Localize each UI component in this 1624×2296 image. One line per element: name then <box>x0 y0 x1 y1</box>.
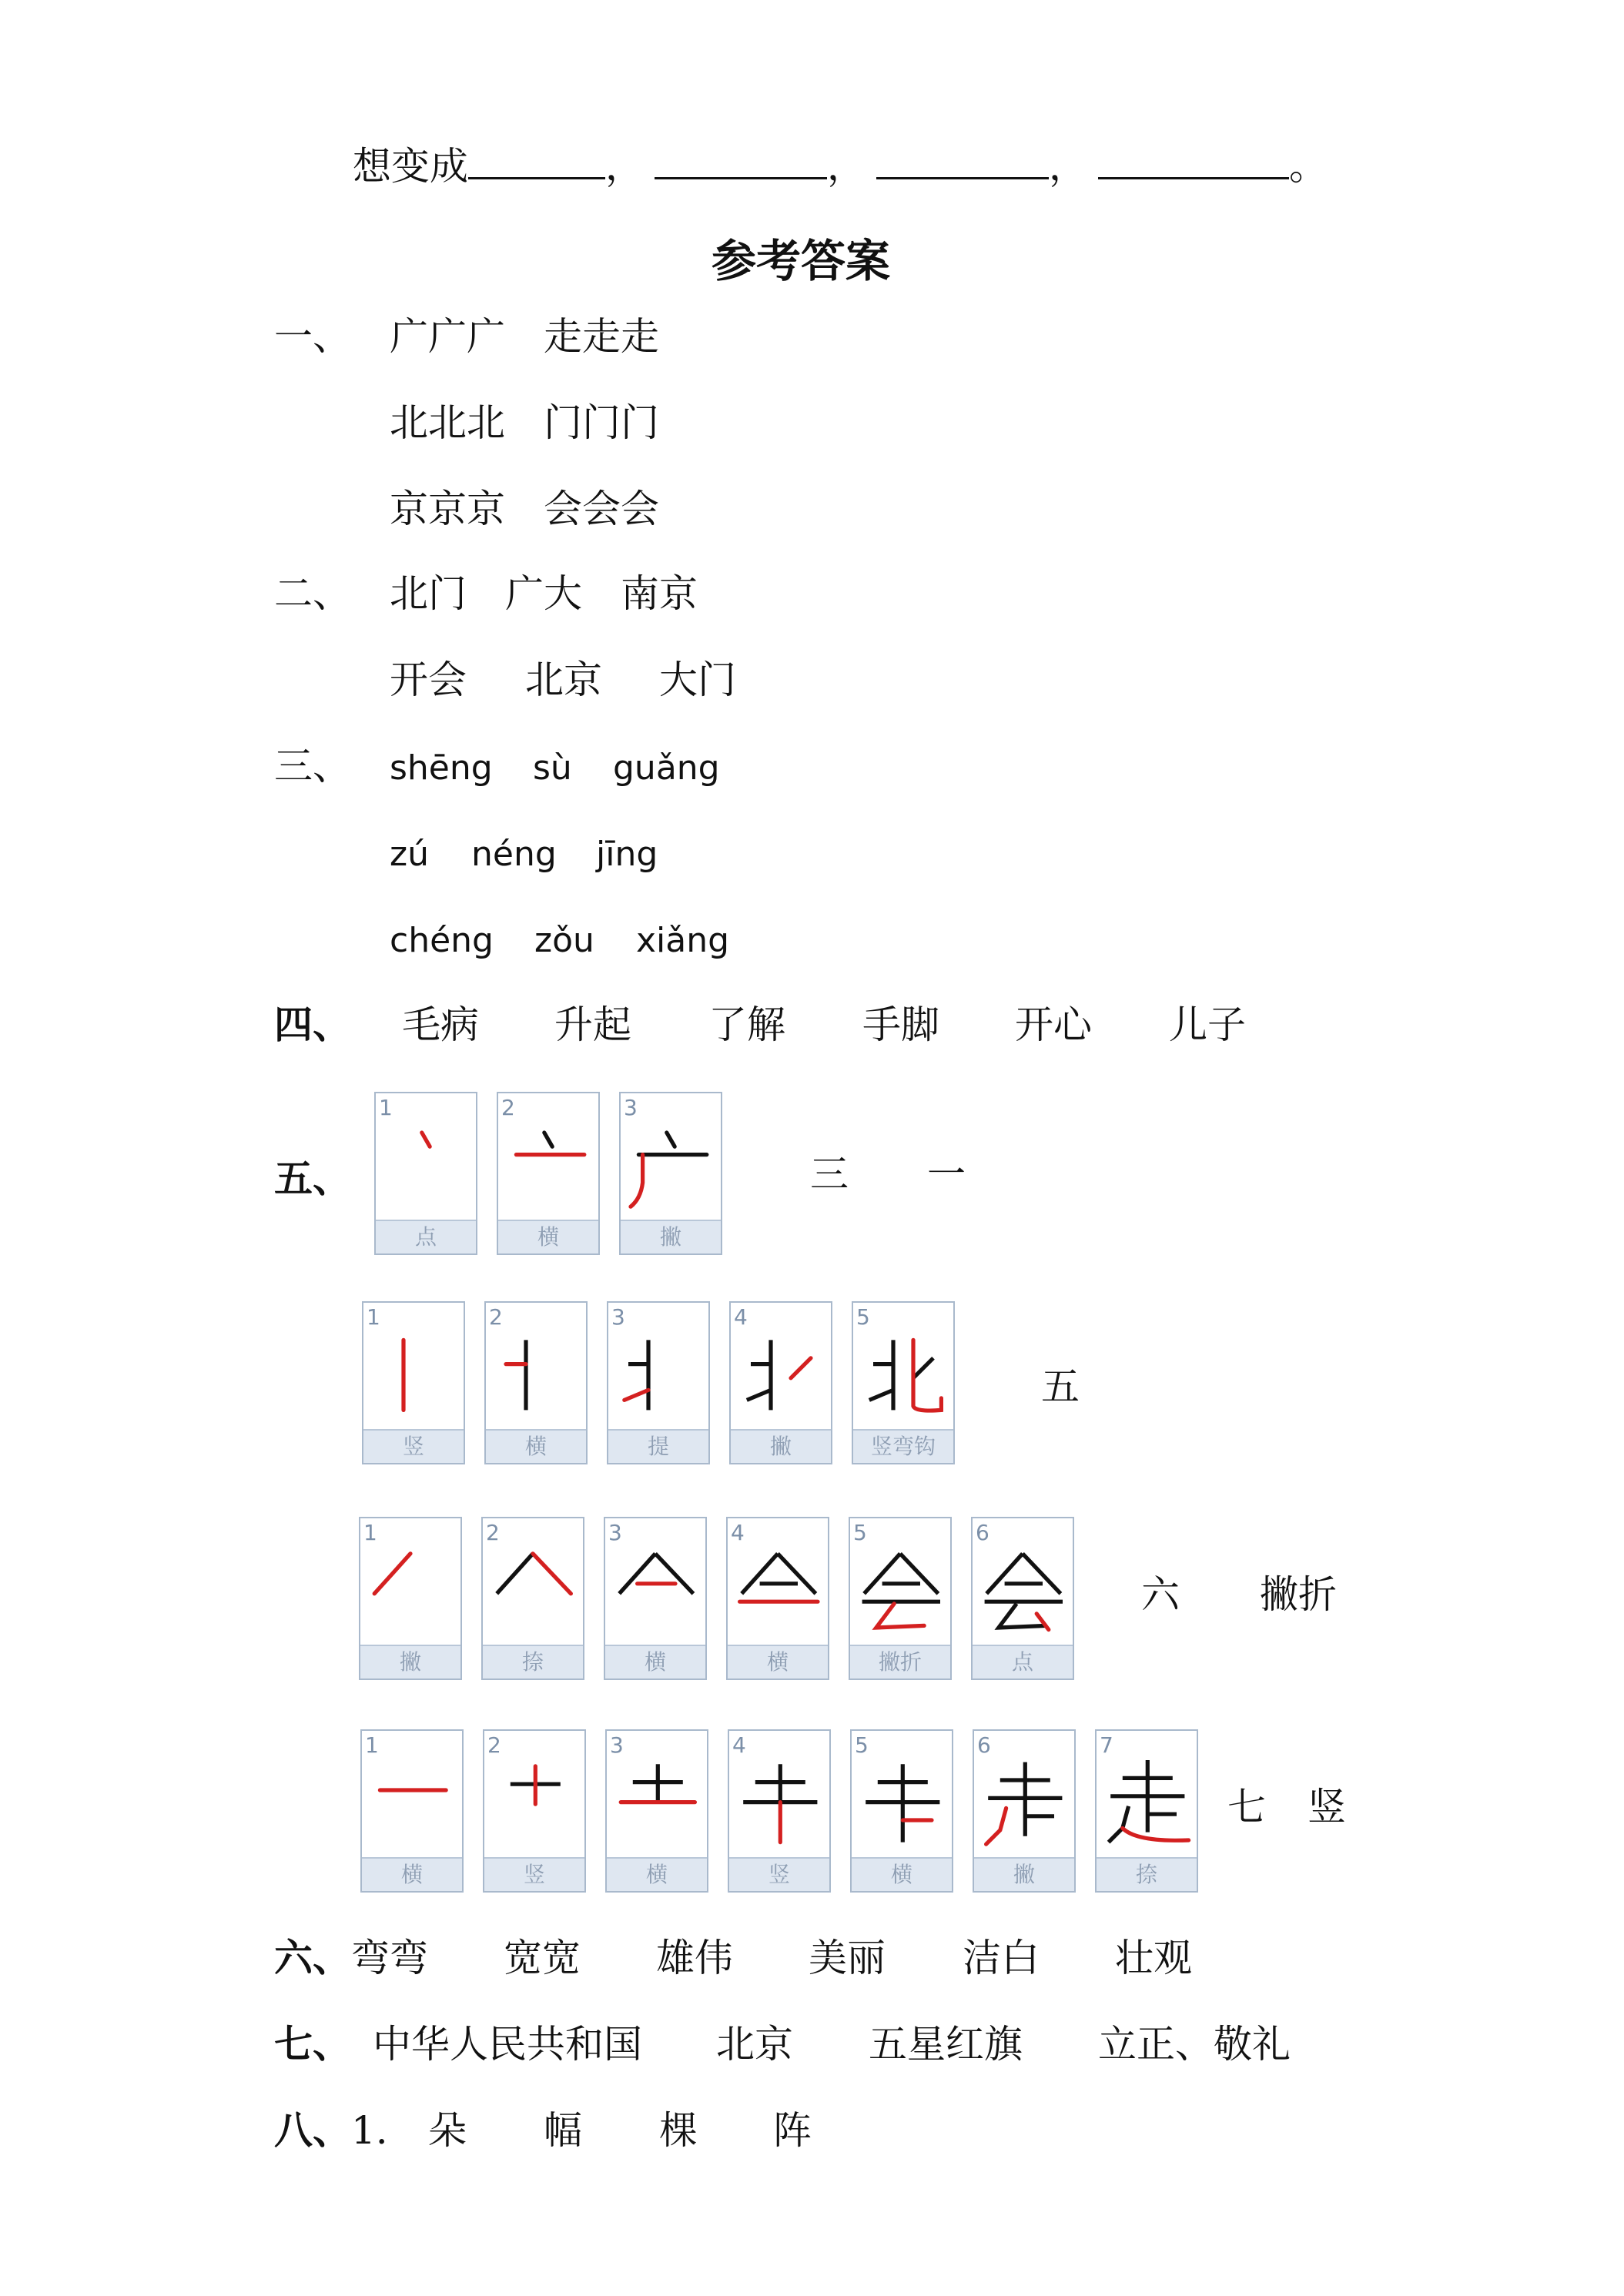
stroke-diagram <box>360 1537 460 1638</box>
answer-word: 宽宽 <box>504 1936 581 1980</box>
fill-in-line <box>353 143 1328 189</box>
stroke-label: 横 <box>852 1857 952 1891</box>
stroke-label: 横 <box>607 1857 707 1891</box>
answer-word: 三 <box>810 1152 849 1197</box>
stroke-diagram <box>608 1321 708 1423</box>
answer-word: 六 <box>1141 1572 1180 1617</box>
stroke-diagram <box>362 1749 462 1851</box>
answer-word: 雄伟 <box>656 1936 733 1980</box>
answer-word: 开会 <box>390 658 467 702</box>
stroke-label: 撇 <box>974 1857 1074 1891</box>
stroke-diagram <box>483 1537 583 1638</box>
answer-word: 北京 <box>716 2022 793 2067</box>
stroke-label: 捺 <box>483 1645 583 1678</box>
page-title: 参考答案 <box>712 235 891 287</box>
stroke-label: 横 <box>486 1429 586 1463</box>
answer-word: 手脚 <box>862 1002 939 1047</box>
pinyin-word: chéng <box>390 921 494 960</box>
stroke-diagram <box>486 1321 586 1423</box>
answer-word: 七 <box>1227 1785 1266 1829</box>
stroke-diagram <box>852 1749 952 1851</box>
stroke-order-row-guang <box>374 1092 742 1255</box>
answer-word: 广大 <box>505 571 582 616</box>
stroke-card: 3 横 <box>604 1517 707 1680</box>
stroke-card: 3 撇 <box>619 1092 722 1255</box>
answer-word: 京京京 <box>390 487 505 531</box>
stroke-card: 6 点 <box>971 1517 1074 1680</box>
stroke-card: 2 捺 <box>481 1517 584 1680</box>
stroke-diagram <box>363 1321 464 1423</box>
answer-word: 立正、敬礼 <box>1098 2022 1291 2067</box>
answer-word: 朵 <box>428 2108 467 2153</box>
answer-word: 幅 <box>544 2108 582 2153</box>
pinyin-word: zǒu <box>534 921 594 960</box>
section-number: 八、 <box>274 2107 351 2153</box>
stroke-label: 横 <box>498 1220 598 1253</box>
stroke-label: 撇折 <box>850 1645 950 1678</box>
stroke-card: 1 竖 <box>362 1301 465 1464</box>
answer-word: 北北北 <box>390 400 505 445</box>
stroke-diagram <box>973 1537 1073 1638</box>
stroke-card: 5 竖弯钩 <box>852 1301 955 1464</box>
period: 。 <box>1289 144 1328 189</box>
pinyin-word: sù <box>533 748 572 788</box>
stroke-diagram <box>605 1537 705 1638</box>
stroke-label: 点 <box>973 1645 1073 1678</box>
stroke-diagram <box>1097 1749 1197 1851</box>
answer-word: 美丽 <box>809 1936 886 1980</box>
answer-blank[interactable] <box>468 143 605 179</box>
stroke-diagram <box>853 1321 953 1423</box>
stroke-card: 5 横 <box>850 1729 953 1893</box>
section-number: 五、 <box>274 1156 351 1201</box>
answer-word: 洁白 <box>963 1936 1040 1980</box>
section-number: 二、 <box>274 571 351 616</box>
pinyin-word: shēng <box>390 748 493 788</box>
answer-word: 门门门 <box>544 400 659 445</box>
pinyin-word: xiǎng <box>636 921 730 960</box>
stroke-label: 横 <box>728 1645 828 1678</box>
separator: ， <box>827 144 866 189</box>
answer-word: 儿子 <box>1169 1002 1246 1047</box>
answer-word: 中华人民共和国 <box>373 2022 642 2067</box>
stroke-label: 横 <box>605 1645 705 1678</box>
stroke-card: 1 横 <box>360 1729 464 1893</box>
stroke-card: 1 点 <box>374 1092 477 1255</box>
answer-word: 开心 <box>1015 1002 1092 1047</box>
stroke-diagram <box>498 1112 598 1213</box>
stroke-diagram <box>850 1537 950 1638</box>
pinyin-word: zú <box>390 835 429 874</box>
stroke-label: 横 <box>362 1857 462 1891</box>
answer-word: 北京 <box>525 658 602 702</box>
section-number: 四、 <box>274 1002 351 1047</box>
stroke-order-row-zou <box>360 1729 1217 1893</box>
answer-word: 南京 <box>621 571 698 616</box>
stroke-label: 撇 <box>621 1220 721 1253</box>
answer-word: 北门 <box>390 571 467 616</box>
answer-word: 撇折 <box>1260 1572 1337 1617</box>
answer-word: 弯弯 <box>351 1936 428 1980</box>
answer-word: 壮观 <box>1115 1936 1192 1980</box>
stroke-label: 竖 <box>484 1857 584 1891</box>
separator: ， <box>605 144 644 189</box>
answer-blank[interactable] <box>1098 143 1289 179</box>
stroke-label: 竖 <box>363 1429 464 1463</box>
stroke-card: 3 横 <box>605 1729 708 1893</box>
pinyin-word: guǎng <box>613 748 720 788</box>
answer-word: 阵 <box>773 2108 812 2153</box>
stroke-diagram <box>376 1112 476 1213</box>
section-number: 六、 <box>274 1935 351 1980</box>
answer-word: 一 <box>927 1152 966 1197</box>
fill-prefix: 想变成 <box>353 144 468 189</box>
stroke-card: 7 捺 <box>1095 1729 1198 1893</box>
stroke-label: 捺 <box>1097 1857 1197 1891</box>
stroke-label: 点 <box>376 1220 476 1253</box>
answer-word: 升起 <box>554 1002 631 1047</box>
answer-blank[interactable] <box>876 143 1049 179</box>
stroke-diagram <box>728 1537 828 1638</box>
stroke-diagram <box>607 1749 707 1851</box>
stroke-card: 2 横 <box>497 1092 600 1255</box>
separator: ， <box>1049 144 1087 189</box>
stroke-card: 4 横 <box>726 1517 829 1680</box>
pinyin-word: néng <box>471 835 557 874</box>
stroke-diagram <box>731 1321 831 1423</box>
answer-word: 广广广 <box>390 314 505 359</box>
answer-word: 毛病 <box>402 1002 479 1047</box>
stroke-label: 竖弯钩 <box>853 1429 953 1463</box>
stroke-label: 撇 <box>731 1429 831 1463</box>
sub-number: 1. <box>351 2108 388 2153</box>
stroke-card: 1 撇 <box>359 1517 462 1680</box>
stroke-card: 4 竖 <box>728 1729 831 1893</box>
stroke-diagram <box>621 1112 721 1213</box>
stroke-label: 提 <box>608 1429 708 1463</box>
answer-word: 走走走 <box>544 314 659 359</box>
stroke-card: 5 撇折 <box>849 1517 952 1680</box>
answer-word: 棵 <box>659 2108 698 2153</box>
stroke-label: 竖 <box>729 1857 829 1891</box>
stroke-card: 2 竖 <box>483 1729 586 1893</box>
answer-word: 五星红旗 <box>869 2022 1023 2067</box>
answer-word: 竖 <box>1308 1785 1346 1829</box>
stroke-order-row-hui <box>359 1517 1093 1680</box>
stroke-card: 6 撇 <box>973 1729 1076 1893</box>
stroke-order-row-bei <box>362 1301 974 1464</box>
stroke-diagram <box>729 1749 829 1851</box>
answer-word: 五 <box>1041 1364 1080 1409</box>
stroke-diagram <box>484 1749 584 1851</box>
answer-blank[interactable] <box>655 143 827 179</box>
stroke-card: 3 提 <box>607 1301 710 1464</box>
answer-word: 会会会 <box>544 487 659 531</box>
section-number: 三、 <box>274 744 351 788</box>
section-number: 七、 <box>274 2021 351 2067</box>
stroke-card: 4 撇 <box>729 1301 832 1464</box>
stroke-diagram <box>974 1749 1074 1851</box>
answer-word: 了解 <box>708 1002 785 1047</box>
pinyin-word: jīng <box>596 835 658 874</box>
stroke-label: 撇 <box>360 1645 460 1678</box>
stroke-card: 2 横 <box>484 1301 588 1464</box>
answer-word: 大门 <box>659 658 736 702</box>
section-number: 一、 <box>274 314 351 359</box>
